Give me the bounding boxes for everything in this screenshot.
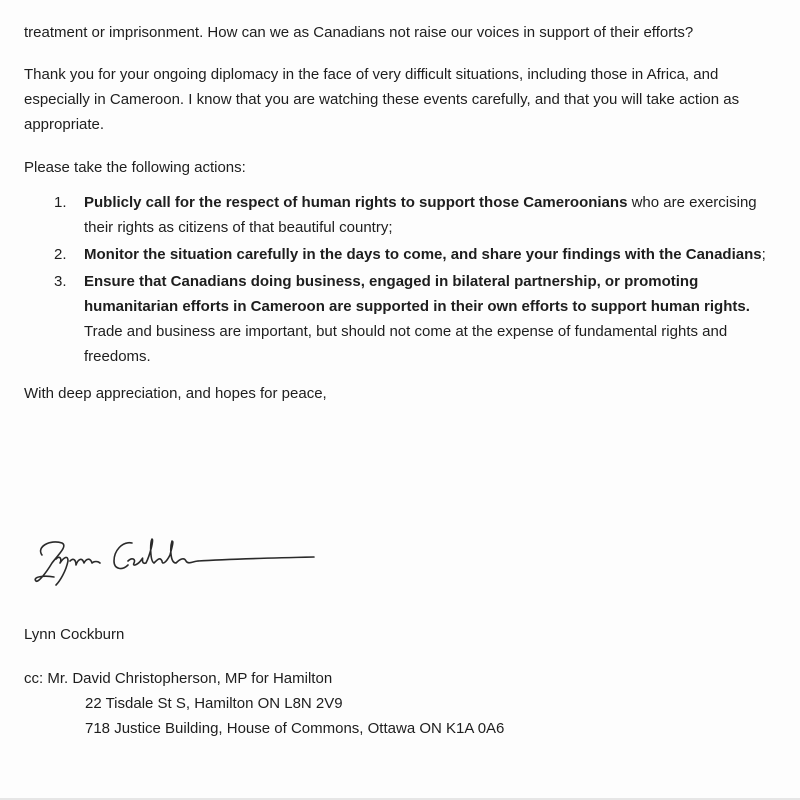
action-number: 2. [54, 246, 67, 263]
closing-line: With deep appreciation, and hopes for peace, [24, 385, 327, 402]
action-number: 1. [54, 194, 67, 211]
cc-address-line: 22 Tisdale St S, Hamilton ON L8N 2V9 [85, 695, 343, 712]
action-bold-text: Ensure that Canadians doing business, engaged in bilateral partnership, or promoting humanitarian efforts in Cameroon are supported in their own efforts to support human rights. [84, 273, 750, 315]
action-number: 3. [54, 273, 67, 290]
action-bold-text: Publicly call for the respect of human rights to support those Cameroonians [84, 194, 628, 211]
action-item [24, 242, 782, 267]
action-text: ; [761, 246, 766, 263]
intro-continuation-paragraph: treatment or imprisonment. How can we as Canadians not raise our voices in support of their efforts? [24, 24, 694, 41]
action-item [24, 190, 782, 240]
actions-intro: Please take the following actions: [24, 159, 246, 176]
cc-address-line: 718 Justice Building, House of Commons, Ottawa ON K1A 0A6 [85, 720, 505, 737]
handwritten-signature [28, 525, 328, 595]
thanks-paragraph: Thank you for your ongoing diplomacy in the face of very difficult situations, including those in Africa, and especially in Cameroon. I know that you are watching these events carefully, and that you will take action as appropriate. [24, 66, 740, 133]
action-text: Trade and business are important, but should not come at the expense of fundamental rights and freedoms. [84, 323, 728, 365]
action-text: who are exercising their rights as citizens of that beautiful country; [84, 194, 757, 236]
signer-name: Lynn Cockburn [24, 626, 125, 643]
cc-recipient-line: cc: Mr. David Christopherson, MP for Hamilton [24, 670, 333, 687]
action-bold-text: Monitor the situation carefully in the days to come, and share your findings with the Canadians [84, 246, 762, 263]
cc-block [24, 666, 784, 741]
action-item [24, 269, 782, 369]
actions-list [24, 190, 782, 369]
